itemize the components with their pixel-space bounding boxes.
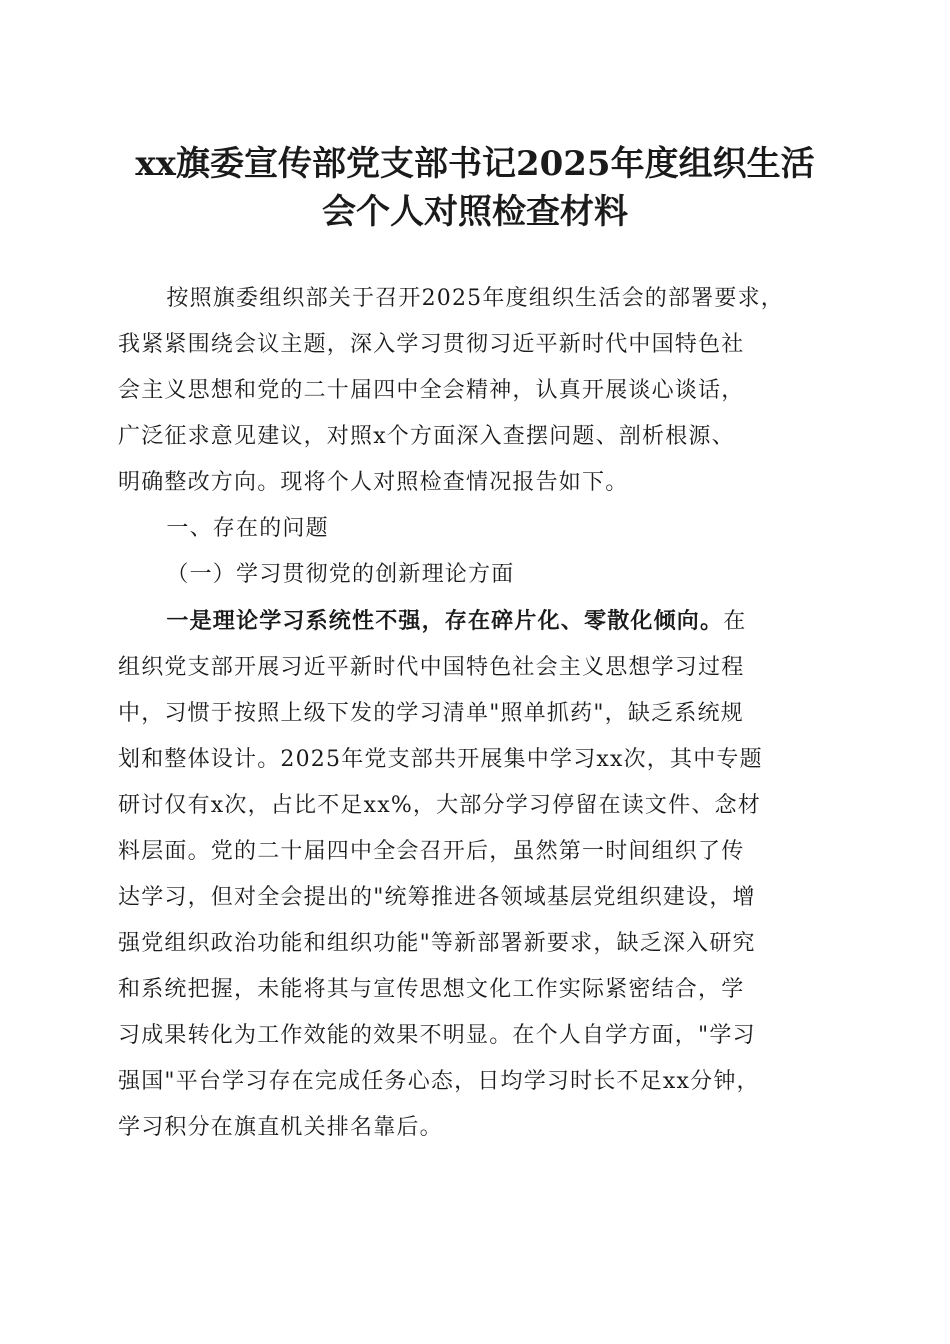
para1-line-4: 划和整体设计。2025年党支部共开展集中学习xx次，其中专题 xyxy=(118,747,763,772)
document-title xyxy=(100,140,850,236)
para1-line-5: 研讨仅有x次，占比不足xx%，大部分学习停留在读文件、念材 xyxy=(118,793,761,818)
intro-line-1: 按照旗委组织部关于召开2025年度组织生活会的部署要求， xyxy=(166,286,784,311)
intro-line-2: 我紧紧围绕会议主题，深入学习贯彻习近平新时代中国特色社 xyxy=(118,332,745,357)
para1-line-7: 达学习，但对全会提出的"统筹推进各领域基层党组织建设，增 xyxy=(118,885,756,910)
para1-lead-sentence: 一是理论学习系统性不强，存在碎片化、零散化倾向。 xyxy=(166,608,724,634)
section-heading-problems: 一、存在的问题 xyxy=(166,516,329,541)
title-line-1: xx旗委宣传部党支部书记2025年度组织生活 xyxy=(135,144,815,184)
paragraph-theory-study xyxy=(118,598,832,1151)
para1-line-12: 学习积分在旗直机关排名靠后。 xyxy=(118,1115,443,1140)
intro-paragraph xyxy=(118,276,832,506)
para1-line-3: 中，习惯于按照上级下发的学习清单"照单抓药"，缺乏系统规 xyxy=(118,701,744,726)
document-body xyxy=(118,276,832,1151)
para1-line-10: 习成果转化为工作效能的效果不明显。在个人自学方面，"学习 xyxy=(118,1023,756,1048)
para1-line-9: 和系统把握，未能将其与宣传思想文化工作实际紧密结合，学 xyxy=(118,977,745,1002)
para1-line-2: 组织党支部开展习近平新时代中国特色社会主义思想学习过程 xyxy=(118,655,745,680)
intro-line-4: 广泛征求意见建议，对照x个方面深入查摆问题、剖析根源、 xyxy=(118,424,735,449)
para1-line-1 xyxy=(118,598,832,645)
para1-lead-rest: 在 xyxy=(723,609,747,634)
para1-line-8: 强党组织政治功能和组织功能"等新部署新要求，缺乏深入研究 xyxy=(118,931,756,956)
intro-line-3: 会主义思想和党的二十届四中全会精神，认真开展谈心谈话， xyxy=(118,378,745,403)
para1-line-6: 料层面。党的二十届四中全会召开后，虽然第一时间组织了传 xyxy=(118,839,745,864)
para1-line-11: 强国"平台学习存在完成任务心态，日均学习时长不足xx分钟， xyxy=(118,1069,760,1094)
intro-line-5: 明确整改方向。现将个人对照检查情况报告如下。 xyxy=(118,470,629,495)
subsection-heading-theory: （一）学习贯彻党的创新理论方面 xyxy=(166,562,515,587)
title-line-2: 会个人对照检查材料 xyxy=(322,192,628,232)
